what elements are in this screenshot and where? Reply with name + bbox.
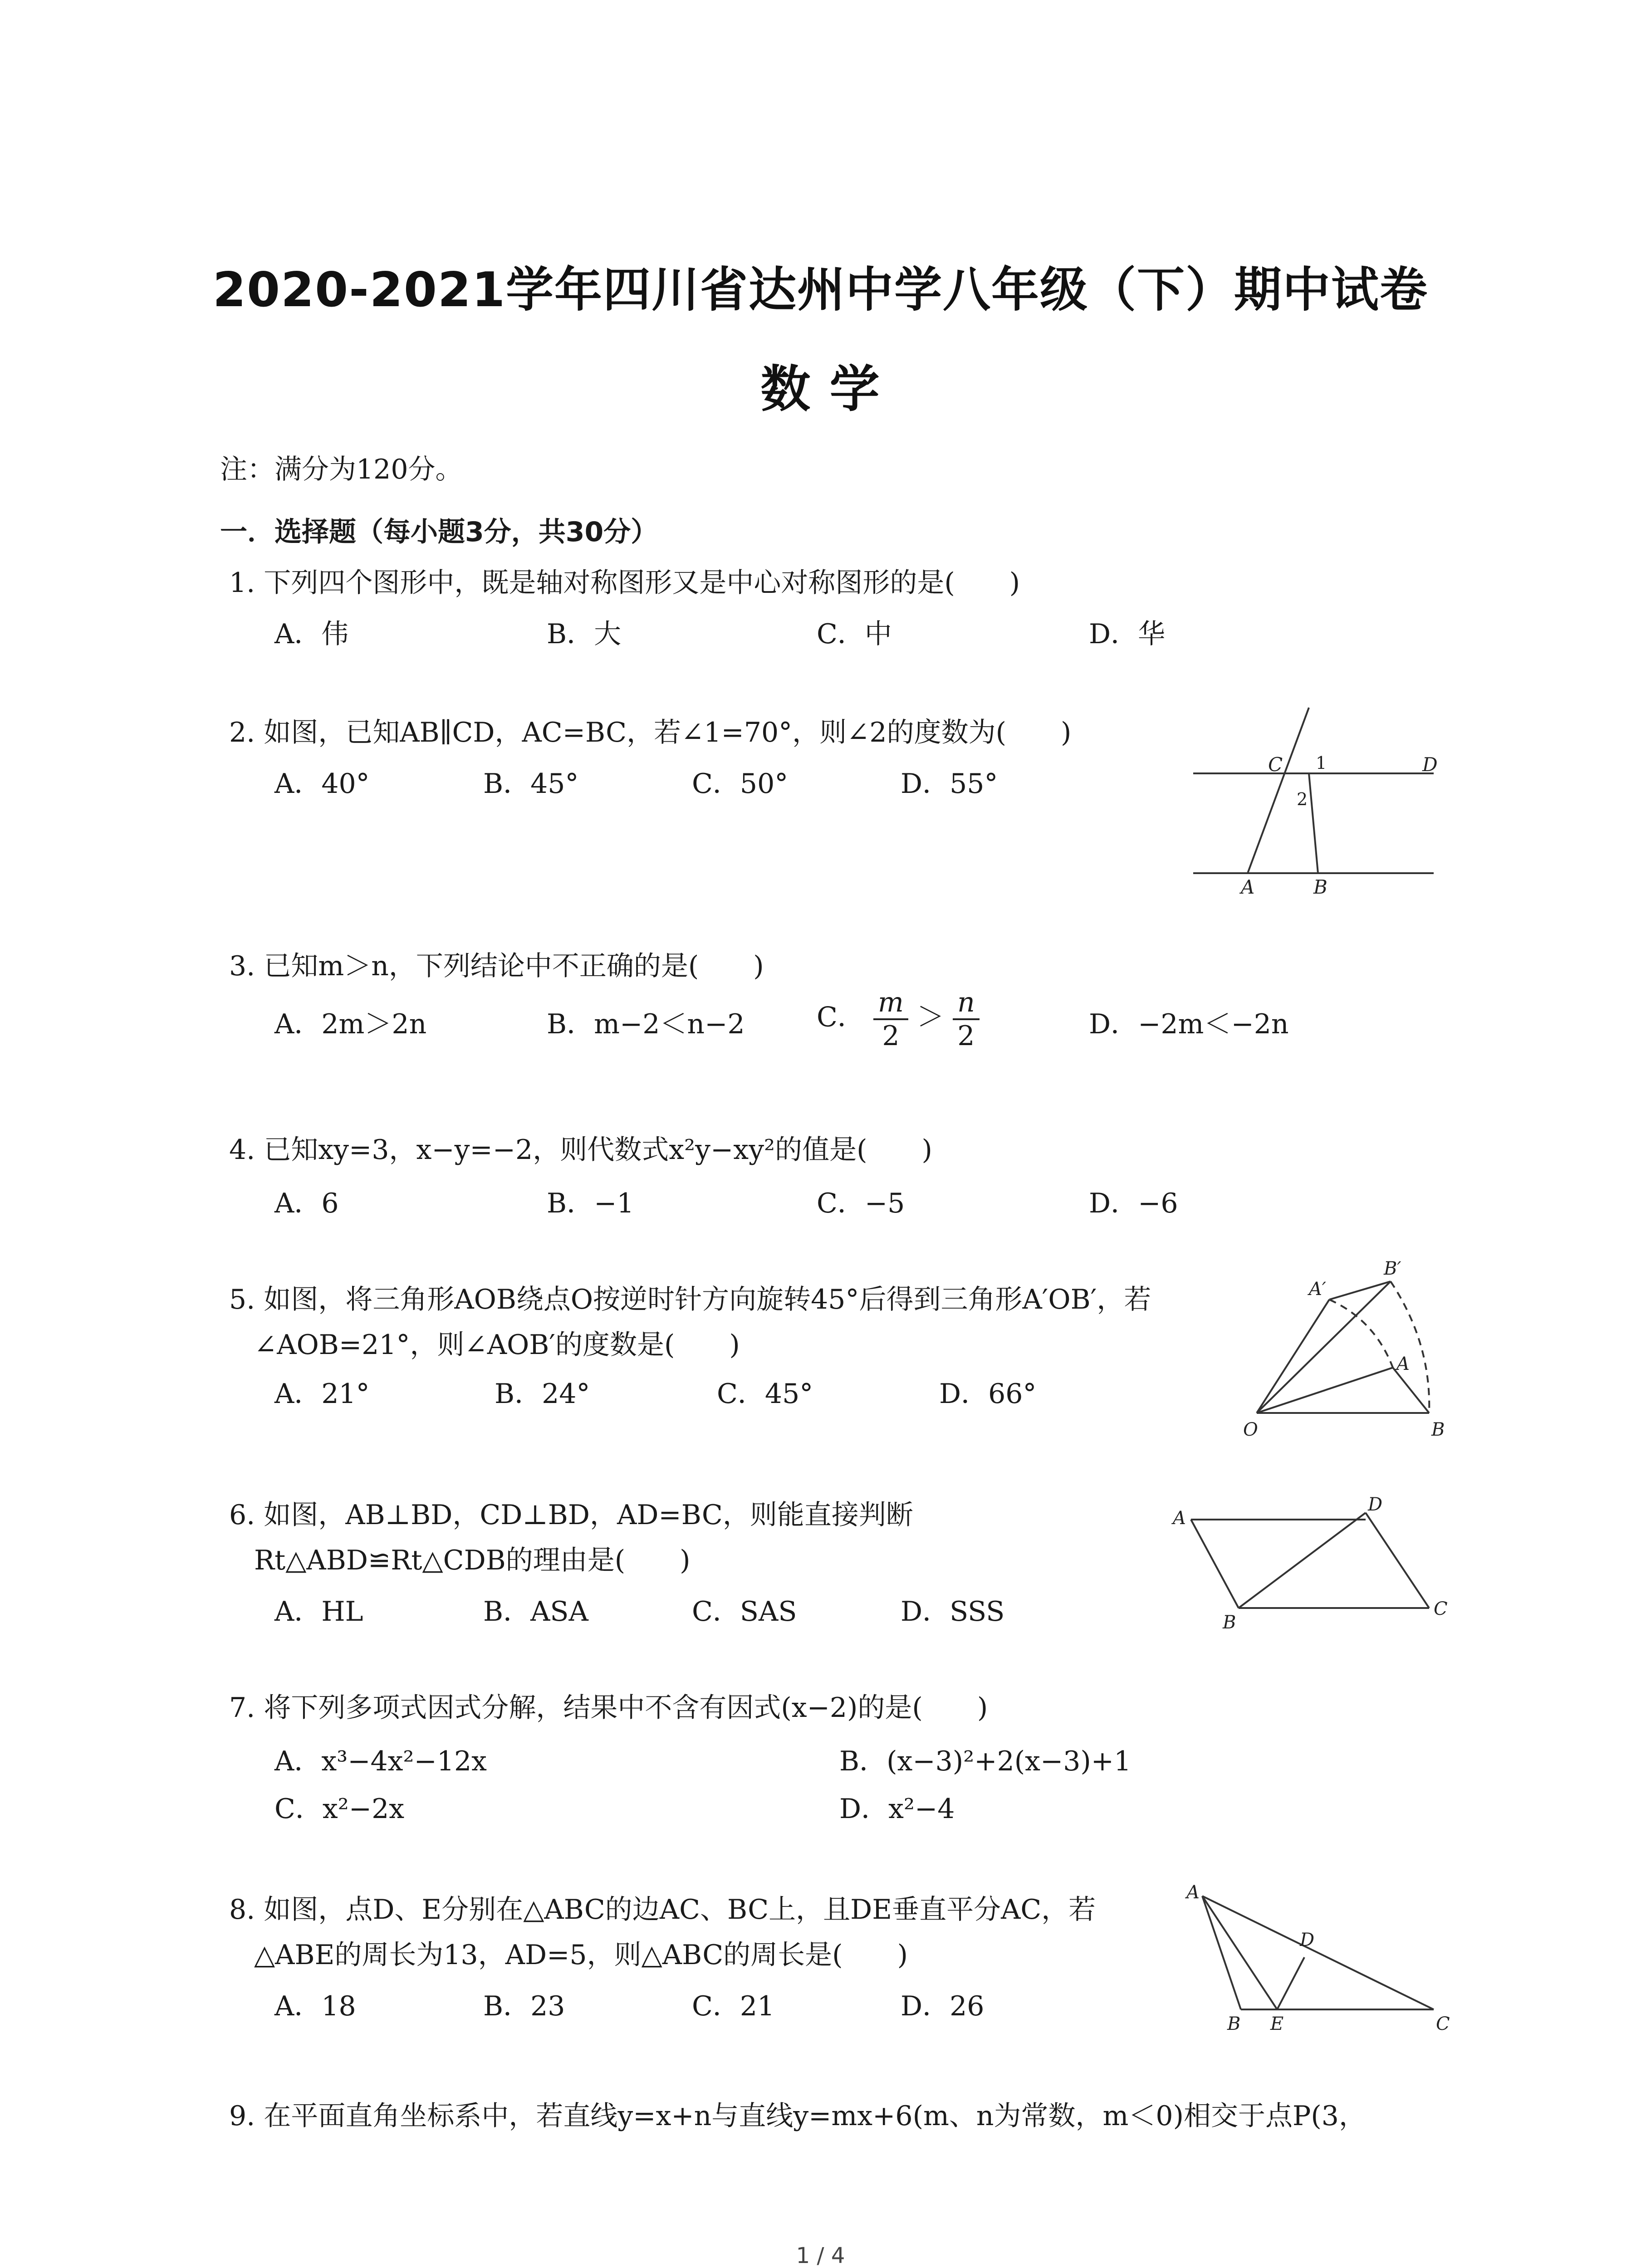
q8-label-b: B [1227, 2014, 1241, 2032]
q5-option-b: B．24° [495, 1378, 590, 1410]
q7-option-d: D．x²−4 [839, 1793, 955, 1825]
q5-label-o: O [1243, 1419, 1258, 1440]
q2-label-d: D [1422, 753, 1438, 776]
question-3-stem: 3. 已知m＞n，下列结论中不正确的是( ) [229, 950, 764, 982]
q8-option-a: A．18 [274, 1990, 356, 2022]
q3-option-c [817, 987, 980, 1052]
q2-label-b: B [1313, 876, 1327, 898]
q8-figure [1180, 1878, 1461, 2032]
q8-label-c: C [1436, 2014, 1450, 2032]
page-number: 1 / 4 [796, 2243, 845, 2268]
q1-option-a: A．伟 [274, 618, 349, 650]
q3-option-d: D．−2m＜−2n [1089, 1008, 1289, 1040]
q6-option-c: C．SAS [692, 1596, 797, 1628]
q3-fraction-n [953, 987, 980, 1052]
q6-figure [1161, 1483, 1461, 1633]
q2-figure [1180, 699, 1452, 898]
q3-option-a: A．2m＞2n [274, 1008, 427, 1040]
q5-label-b-prime: B′ [1384, 1258, 1401, 1279]
q8-option-c: C．21 [692, 1990, 775, 2022]
question-5-stem-2: ∠AOB=21°，则∠AOB′的度数是( ) [254, 1329, 740, 1361]
q2-angle-1: 1 [1316, 753, 1327, 773]
question-7-stem: 7. 将下列多项式因式分解，结果中不含有因式(x−2)的是( ) [229, 1692, 988, 1724]
q5-option-c: C．45° [717, 1378, 813, 1410]
q8-option-b: B．23 [483, 1990, 565, 2022]
question-5-stem-1: 5. 如图，将三角形AOB绕点O按逆时针方向旋转45°后得到三角形A′OB′，若 [229, 1284, 1151, 1315]
q5-label-b: B [1431, 1419, 1445, 1440]
q1-option-d: D．华 [1089, 618, 1166, 650]
q3-frac-n-den: 2 [957, 1020, 975, 1052]
subject-title: 数 学 [760, 360, 881, 418]
q6-label-b: B [1223, 1612, 1236, 1633]
q3-option-c-label: C． [817, 1001, 865, 1033]
question-8-stem-2: △ABE的周长为13，AD=5，则△ABC的周长是( ) [254, 1939, 908, 1971]
question-4-stem: 4. 已知xy=3，x−y=−2，则代数式x²y−xy²的值是( ) [229, 1134, 932, 1166]
q4-option-b: B．−1 [547, 1188, 634, 1219]
q2-option-a: A．40° [274, 768, 370, 800]
q3-frac-m-den: 2 [882, 1020, 900, 1052]
section-heading: 一．选择题（每小题3分，共30分） [220, 516, 658, 548]
q6-option-a: A．HL [274, 1596, 363, 1628]
q5-option-a: A．21° [274, 1378, 370, 1410]
q3-frac-n-num: n [953, 987, 980, 1020]
q1-option-b: B．大 [547, 618, 622, 650]
q3-gt-sign: ＞ [916, 1001, 944, 1033]
q3-option-b: B．m−2＜n−2 [547, 1008, 745, 1040]
q2-angle-2: 2 [1297, 789, 1308, 809]
q2-label-a: A [1241, 876, 1255, 898]
q8-label-e: E [1270, 2014, 1284, 2032]
q5-figure [1225, 1256, 1461, 1452]
question-6-stem-1: 6. 如图，AB⊥BD，CD⊥BD，AD=BC，则能直接判断 [229, 1499, 913, 1531]
q8-option-d: D．26 [901, 1990, 985, 2022]
q6-option-b: B．ASA [483, 1596, 588, 1628]
q7-option-c: C．x²−2x [274, 1793, 405, 1825]
q4-option-d: D．−6 [1089, 1188, 1178, 1219]
q6-option-d: D．SSS [901, 1596, 1005, 1628]
note: 注：满分为120分。 [220, 454, 463, 485]
q4-option-c: C．−5 [817, 1188, 905, 1219]
q6-label-d: D [1368, 1494, 1383, 1515]
q3-fraction-m [873, 987, 908, 1052]
q7-option-a: A．x³−4x²−12x [274, 1745, 487, 1777]
q6-label-a: A [1173, 1508, 1186, 1529]
q2-option-d: D．55° [901, 768, 998, 800]
q8-label-a: A [1186, 1882, 1200, 1903]
q7-option-b: B．(x−3)²+2(x−3)+1 [839, 1745, 1132, 1777]
page-title: 2020-2021学年四川省达州中学八年级（下）期中试卷 [212, 262, 1429, 318]
q4-option-a: A．6 [274, 1188, 339, 1219]
q5-label-a: A [1396, 1354, 1410, 1374]
question-2-stem: 2. 如图，已知AB∥CD，AC=BC，若∠1=70°，则∠2的度数为( ) [229, 717, 1072, 748]
q5-label-a-prime: A′ [1309, 1279, 1326, 1300]
question-1-stem: 1. 下列四个图形中，既是轴对称图形又是中心对称图形的是( ) [229, 567, 1020, 599]
q2-option-b: B．45° [483, 768, 579, 800]
q6-label-c: C [1434, 1598, 1448, 1619]
q2-label-c: C [1268, 753, 1283, 776]
q1-option-c: C．中 [817, 618, 892, 650]
question-6-stem-2: Rt△ABD≌Rt△CDB的理由是( ) [254, 1545, 691, 1576]
q5-option-d: D．66° [939, 1378, 1037, 1410]
question-8-stem-1: 8. 如图，点D、E分别在△ABC的边AC、BC上，且DE垂直平分AC，若 [229, 1894, 1096, 1926]
question-9-stem: 9. 在平面直角坐标系中，若直线y=x+n与直线y=mx+6(m、n为常数，m＜0)相交于点P(3， [229, 2100, 1366, 2132]
q3-frac-m-num: m [873, 987, 908, 1020]
q2-option-c: C．50° [692, 768, 789, 800]
q8-label-d: D [1300, 1930, 1315, 1950]
